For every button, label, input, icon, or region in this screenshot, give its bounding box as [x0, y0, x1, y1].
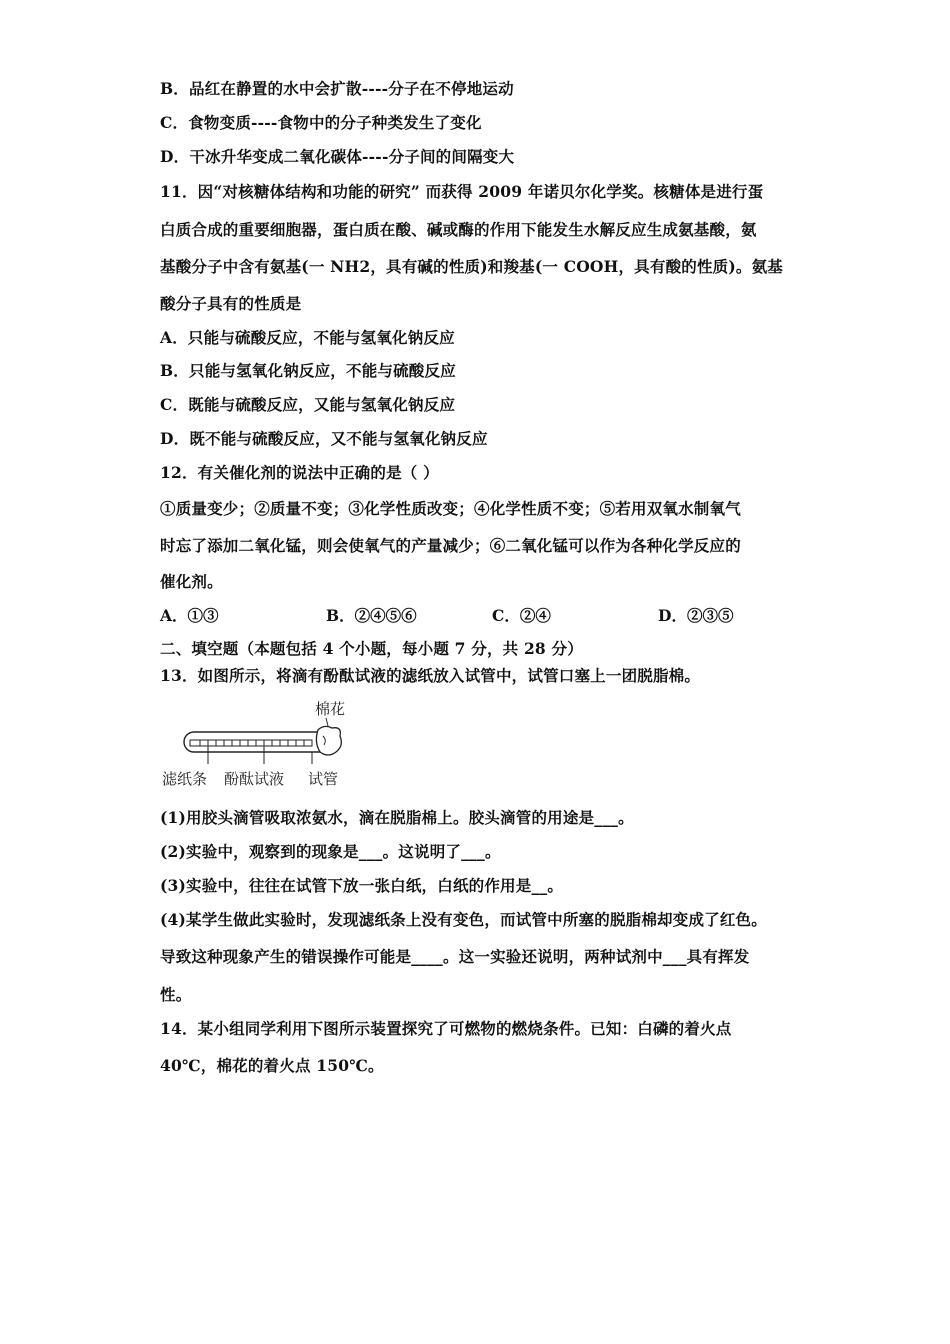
q11-stem-line4: 酸分子具有的性质是 [160, 294, 302, 313]
q13-part4-line3: 性。 [160, 985, 192, 1004]
filter-paper-label: 滤纸条 [162, 770, 208, 788]
q12-option-a: A．①③ [160, 606, 219, 625]
q14-stem-line1: 14．某小组同学利用下图所示装置探究了可燃物的燃烧条件。已知：白磷的着火点 [160, 1019, 732, 1038]
tube-label: 试管 [308, 770, 339, 788]
q12-option-d: D．②③⑤ [658, 606, 734, 625]
q11-option-a: A．只能与硫酸反应，不能与氢氧化钠反应 [160, 328, 455, 347]
q10-option-c: C．食物变质----食物中的分子种类发生了变化 [160, 113, 482, 132]
q10-option-b: B．品红在静置的水中会扩散----分子在不停地运动 [160, 79, 514, 98]
cotton-plug [316, 726, 341, 755]
q13-part2: (2)实验中，观察到的现象是___。这说明了___。 [160, 842, 501, 861]
q10-option-d: D．干冰升华变成二氧化碳体----分子间的间隔变大 [160, 147, 515, 166]
q12-stem-line1: 12．有关催化剂的说法中正确的是（ ） [160, 463, 439, 482]
q12-option-c: C．②④ [492, 606, 551, 625]
q13-part3: (3)实验中，往往在试管下放一张白纸，白纸的作用是__。 [160, 876, 564, 895]
q11-option-b: B．只能与氢氧化钠反应，不能与硫酸反应 [160, 361, 456, 380]
q13-part1: (1)用胶头滴管吸取浓氨水，滴在脱脂棉上。胶头滴管的用途是___。 [160, 808, 634, 827]
q12-stem-line3: 时忘了添加二氧化锰，则会使氧气的产量减少；⑥二氧化锰可以作为各种化学反应的 [160, 536, 741, 555]
cotton-label: 棉花 [315, 700, 346, 718]
q12-stem-line4: 催化剂。 [160, 572, 223, 591]
q11-stem-line1: 11．因“对核糖体结构和功能的研究” 而获得 2009 年诺贝尔化学奖。核糖体是进行蛋 [160, 182, 764, 201]
test-tube-figure [160, 696, 360, 792]
section-heading: 二、填空题（本题包括 4 个小题，每小题 7 分，共 28 分） [160, 639, 583, 658]
q12-option-b: B．②④⑤⑥ [326, 606, 417, 625]
q13-part4-line1: (4)某学生做此实验时，发现滤纸条上没有变色，而试管中所塞的脱脂棉却变成了红色。 [160, 910, 767, 929]
q11-option-c: C．既能与硫酸反应，又能与氢氧化钠反应 [160, 395, 456, 414]
q11-stem-line3: 基酸分子中含有氨基(一 NH2，具有碱的性质)和羧基(一 COOH，具有酸的性质)。氨基 [160, 257, 784, 276]
q11-stem-line2: 白质合成的重要细胞器，蛋白质在酸、碱或酶的作用下能发生水解反应生成氨基酸，氨 [160, 220, 757, 239]
q13-part4-line2: 导致这种现象产生的错误操作可能是____。这一实验还说明，两种试剂中___具有挥发 [160, 947, 750, 966]
q13-stem: 13．如图所示，将滴有酚酞试液的滤纸放入试管中，试管口塞上一团脱脂棉。 [160, 666, 701, 685]
q14-stem-line2: 40℃，棉花的着火点 150℃。 [160, 1056, 384, 1075]
q12-stem-line2: ①质量变少；②质量不变；③化学性质改变；④化学性质不变；⑤若用双氧水制氧气 [160, 499, 741, 518]
phenolphthalein-label: 酚酞试液 [224, 770, 285, 788]
q11-option-d: D．既不能与硫酸反应，又不能与氢氧化钠反应 [160, 429, 488, 448]
